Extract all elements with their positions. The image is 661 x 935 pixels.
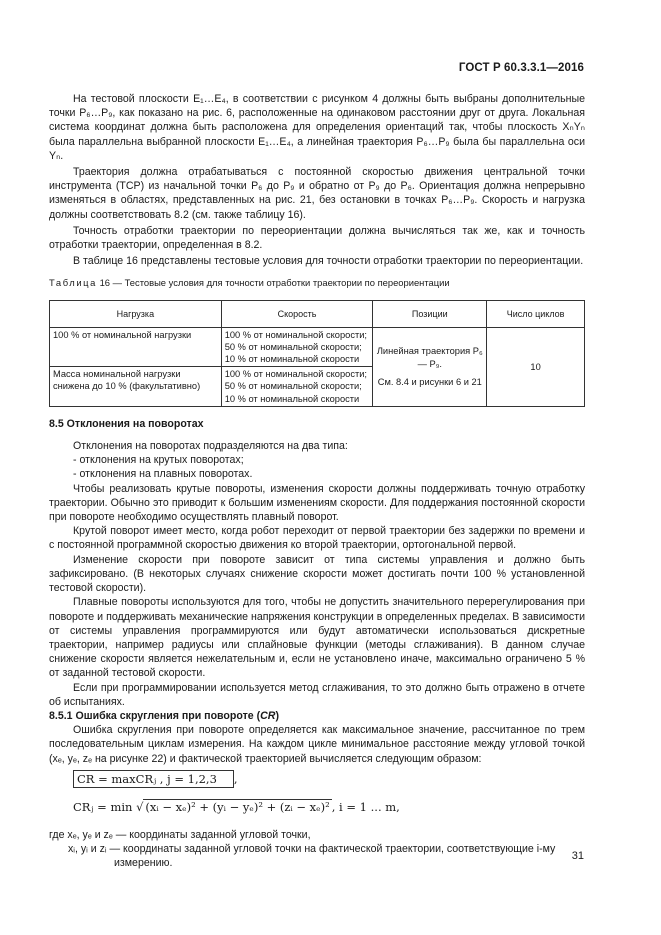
section-8-5-1-title xyxy=(49,709,585,723)
paragraph-smoothing: Если при программировании используется метод сглаживания, то это должно быть отражено в отчете об испытаниях. xyxy=(49,681,585,708)
positions-reference: См. 8.4 и рисунки 6 и 21 xyxy=(377,376,482,387)
cell-load: 100 % от номинальной нагрузки xyxy=(50,327,222,367)
where-line-1: где xₑ, yₑ и zₑ — координаты заданной угловой точки, xyxy=(49,828,311,841)
cell-cycles: 10 xyxy=(487,327,585,406)
paragraph-speed-change: Изменение скорости при повороте зависит от типа системы управления и должно быть зафиксировано. (В некоторых случаях снижение скорости может достигать почти 100 % установленной тестовой скорости). xyxy=(49,553,585,595)
cell-load: Масса номинальной нагрузки снижена до 10 % (факультативно) xyxy=(50,367,222,407)
formula-box: CR = maxCRⱼ , j = 1,2,3 xyxy=(73,770,234,788)
paragraph-trajectory: Траектория должна отрабатываться с постоянной скоростью движения центральной точки инструмента (TCP) из начальной точки P₆ до P₉ и обратно от P₉ до P₆. Ориентация должна непрерывно изменяться в областях, представленных на рис. 21, без остановки в точках P₆…P₉. Скорость и нагрузка должны соответствовать 8.2 (см. также таблицу 16). xyxy=(49,166,585,221)
section-title-text: 8.5.1 Ошибка скругления при повороте ( xyxy=(49,709,261,722)
paragraph-smooth-turns: Плавные повороты используются для того, чтобы не допустить значительного перерегулирования при повороте и поддерживать механические напряжения конструкции в определенных пределах. В зависимости от системы управления программируются или будут автоматически использоваться дискретные траектории, например радиусы или сплайновые функции (методы сглаживания). В данном случае снижение скорости является нежелательным и, если не установлено иначе, максимально ограничено 5 % от заданной тестовой скорости. xyxy=(49,596,585,680)
speed-100: 100 % от номинальной скорости; xyxy=(224,329,367,340)
positions-trajectory: Линейная траектория P₆ — P₉. xyxy=(376,346,483,369)
list-item: - отклонения на крутых поворотах; xyxy=(73,454,244,467)
formula-min-right: , i = 1 ... m, xyxy=(331,799,400,814)
header-positions: Позиции xyxy=(373,300,487,327)
table-header-row xyxy=(50,300,585,327)
paragraph-accuracy: Точность отработки траектории по переориентации должна вычисляться так же, как и точность отработки траектории, определенная в 8.2. xyxy=(49,224,585,252)
where-line-2: xᵢ, yᵢ и zᵢ — координаты заданной угловой точки на фактической траектории, соответствующие i-му xyxy=(68,842,556,855)
header-speed: Скорость xyxy=(221,300,373,327)
paragraph-sharp-turn-def: Крутой поворот имеет место, когда робот переходит от первой траектории без задержки по времени и с постоянной программной скоростью движения ко второй траектории, ортогональной первой. xyxy=(49,525,585,552)
table-row xyxy=(50,327,585,367)
table-caption xyxy=(49,276,585,290)
speed-100: 100 % от номинальной скорости; xyxy=(224,369,367,380)
section-title-abbr: CR xyxy=(260,709,276,722)
where-line-3: измерению. xyxy=(114,857,173,870)
cell-speed xyxy=(221,327,373,367)
speed-10: 10 % от номинальной скорости xyxy=(224,354,360,365)
table-16 xyxy=(49,300,585,407)
speed-10: 10 % от номинальной скорости xyxy=(224,393,360,404)
paragraph-table-ref: В таблице 16 представлены тестовые условия для точности отработки траектории по переориентации. xyxy=(73,255,584,268)
cell-positions xyxy=(373,327,487,406)
formula-min-left: CRⱼ = min xyxy=(73,799,133,814)
sqrt-icon: √ xyxy=(136,799,144,814)
table-caption-text: 16 — Тестовые условия для точности отработки траектории по переориентации xyxy=(99,277,450,289)
page-number: 31 xyxy=(571,850,584,862)
formula-cr-max: CR = maxCRⱼ , j = 1,2,3 , xyxy=(49,770,585,794)
speed-50: 50 % от номинальной скорости; xyxy=(224,341,362,352)
section-8-5-title: 8.5 Отклонения на поворотах xyxy=(49,417,204,430)
speed-50: 50 % от номинальной скорости; xyxy=(224,381,362,392)
paragraph-sharp-turns: Чтобы реализовать крутые повороты, изменения скорости должны поддерживать точную отработку траектории. Обычно это приводит к большим изменениям скорости. Для поддержания постоянной скорости при повороте необходимо осуществлять плавный поворот. xyxy=(49,482,585,524)
table-caption-word: Таблица xyxy=(49,277,97,289)
section-8-5-intro: Отклонения на поворотах подразделяются на два типа: xyxy=(73,440,348,453)
formula-cr-min xyxy=(49,800,585,828)
header-cycles: Число циклов xyxy=(487,300,585,327)
list-item: - отклонения на плавных поворотах. xyxy=(73,468,253,481)
section-title-end: ) xyxy=(275,709,279,722)
document-body xyxy=(49,92,585,870)
paragraph-test-plane: На тестовой плоскости E₁…E₄, в соответствии с рисунком 4 должны быть выбраны дополнительные точки P₆…P₉, как показано на рис. 6, расположенные на одинаковом расстоянии друг от друга. Локальная система координат должна быть расположена для определения ориентаций так, чтобы плоскость XₙYₙ была параллельна выбранной плоскости E₁…E₄, а линейная траектория P₆…P₉ была бы параллельна оси Yₙ. xyxy=(49,93,585,162)
formula-radicand: (xᵢ − xₑ)² + (yᵢ − yₑ)² + (zᵢ − xₑ)² xyxy=(145,799,330,814)
standard-header: ГОСТ Р 60.3.3.1—2016 xyxy=(458,62,584,74)
paragraph-cr-definition: Ошибка скругления при повороте определяется как максимальное значение, рассчитанное по трем последовательным циклам измерения. На каждом цикле минимальное расстояние между угловой точкой (xₑ, yₑ, zₑ на рисунке 22) и фактической траекторией вычисляется следующим образом: xyxy=(49,724,585,765)
cell-speed xyxy=(221,367,373,407)
header-load: Нагрузка xyxy=(50,300,222,327)
